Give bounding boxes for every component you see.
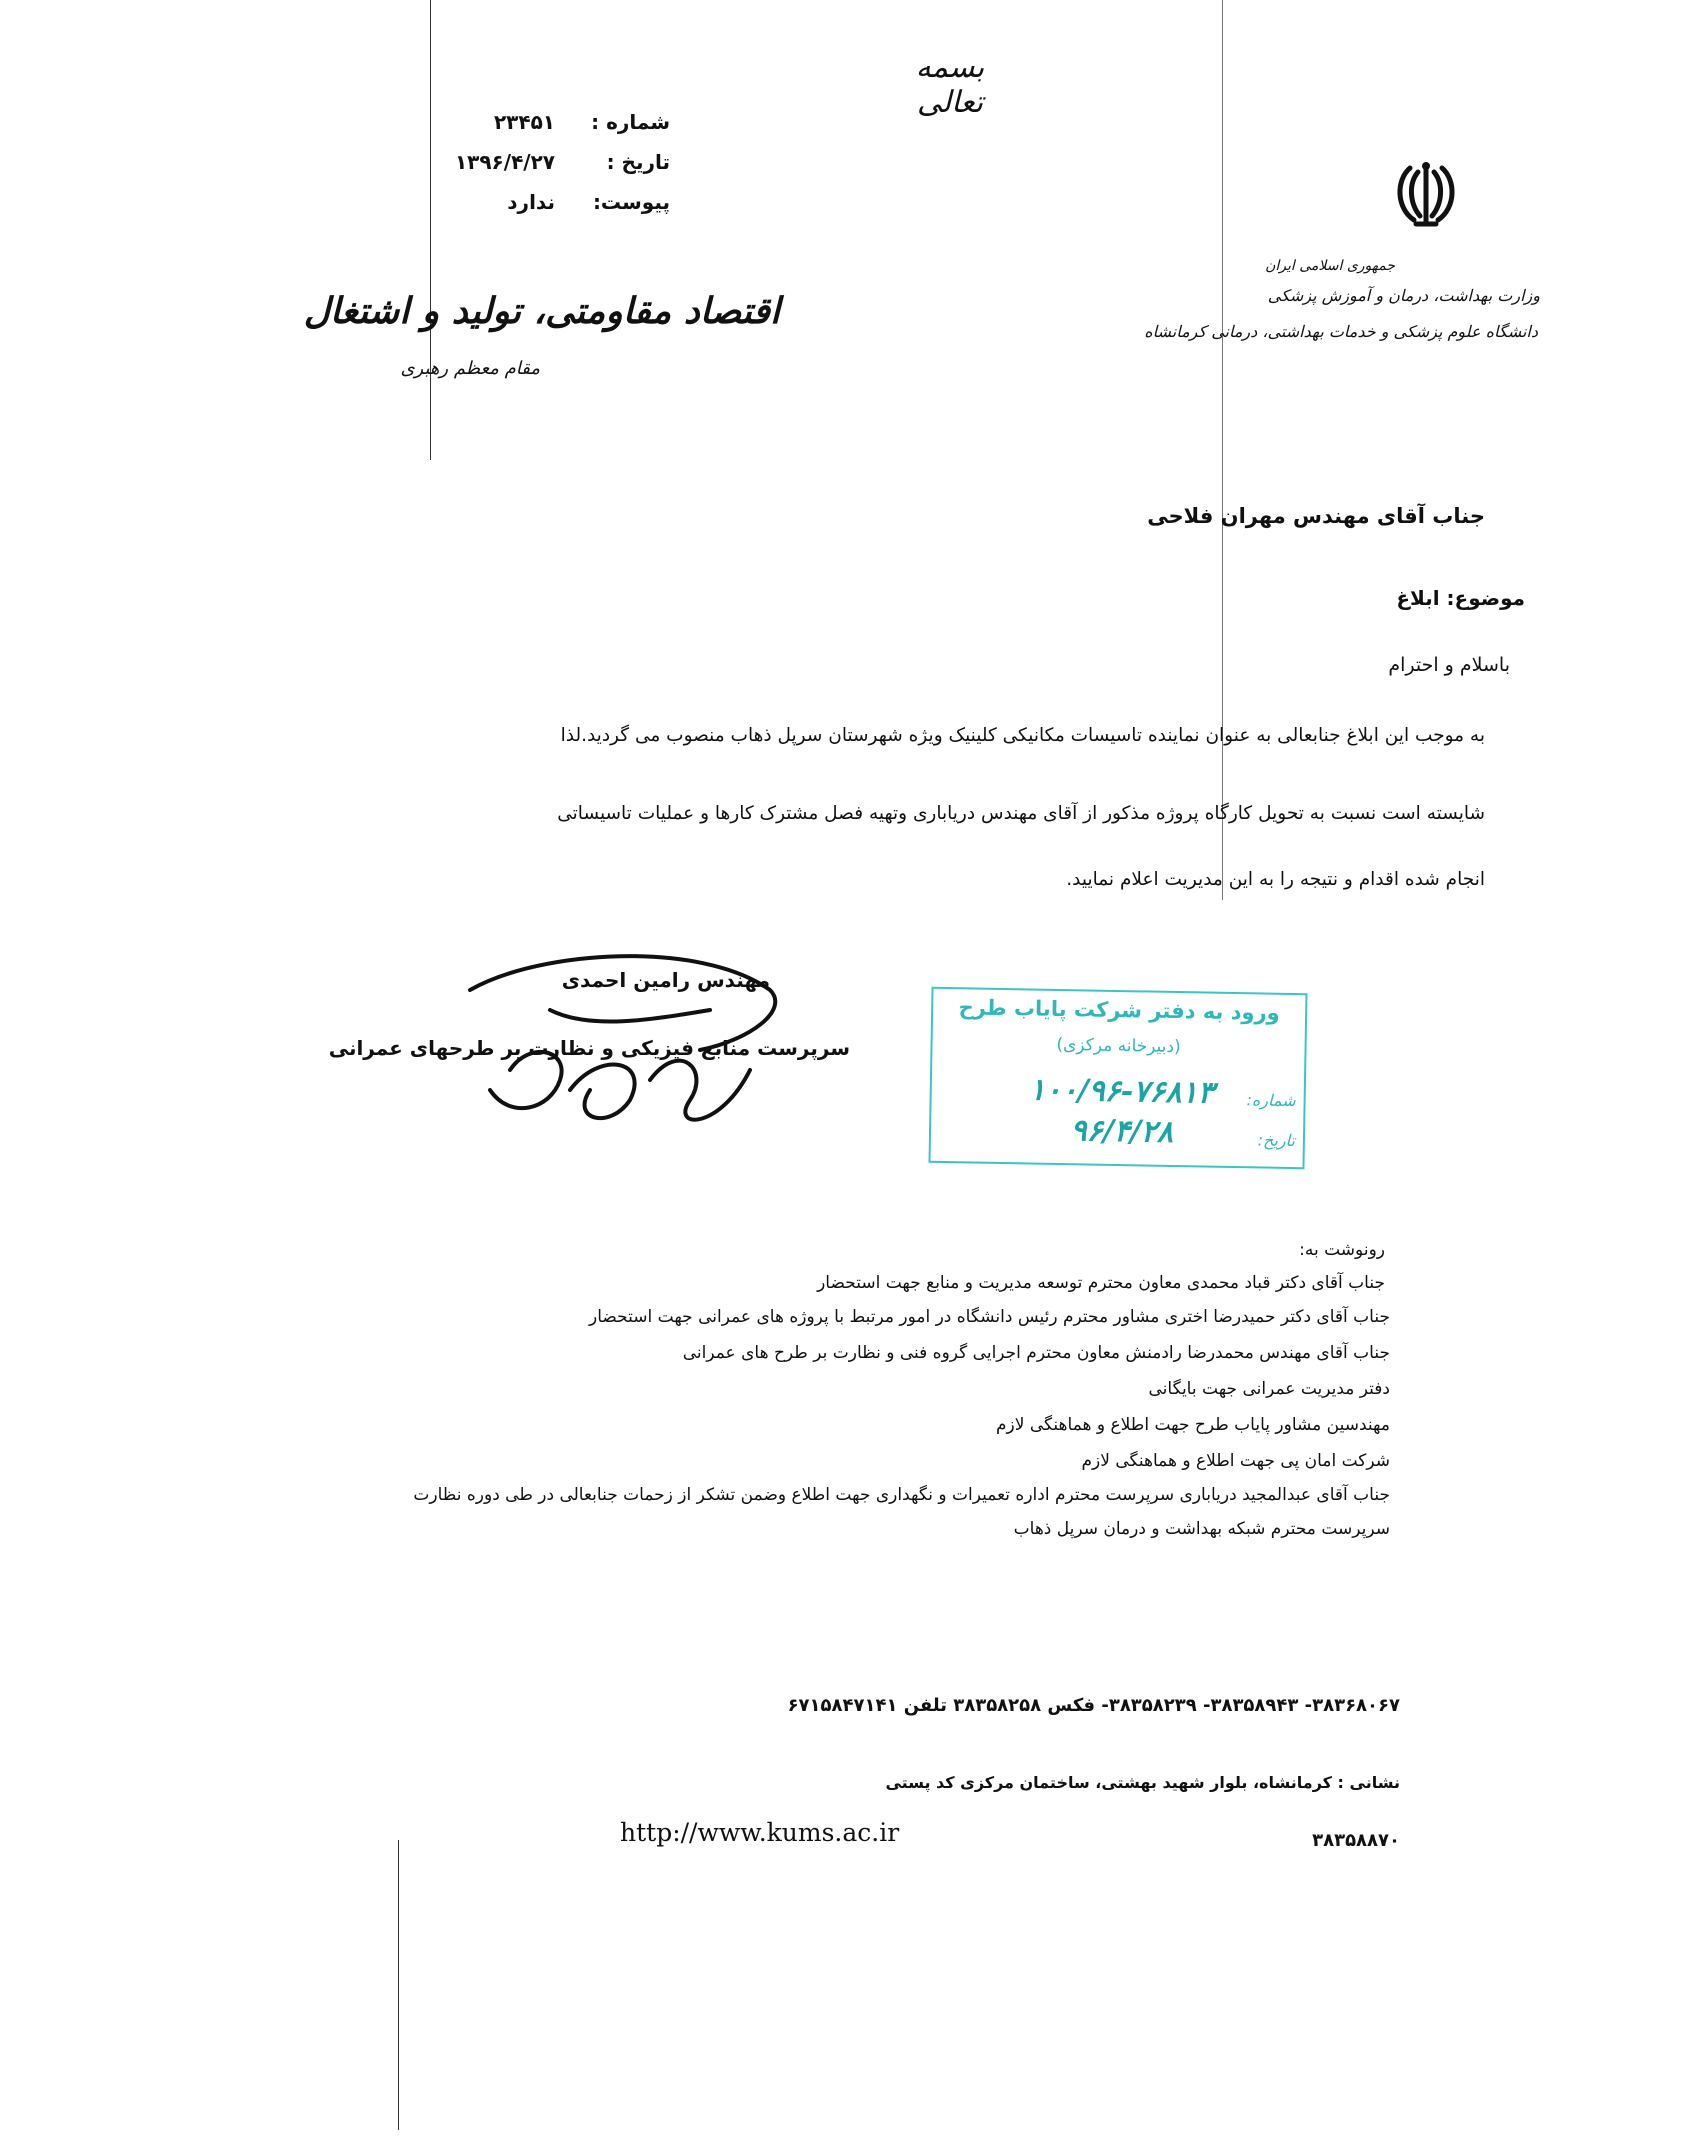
iran-emblem-icon xyxy=(1390,162,1462,230)
cc-item: شرکت امان پی جهت اطلاع و هماهنگی لازم xyxy=(1081,1451,1390,1471)
date-value: ۱۳۹۶/۴/۲۷ xyxy=(454,150,555,174)
date-label: تاریخ : xyxy=(606,150,670,174)
stamp-title: ورود به دفتر شرکت پایاب طرح xyxy=(958,995,1280,1025)
body-line: به موجب این ابلاغ جنابعالی به عنوان نماینده تاسیسات مکانیکی کلینیک ویژه شهرستان سرپل ذهاب منصوب می گردید.لذا xyxy=(560,725,1485,746)
org-ministry: وزارت بهداشت، درمان و آموزش پزشکی xyxy=(1267,286,1540,305)
signature-scribble-icon xyxy=(450,950,790,1140)
body-line: شایسته است نسبت به تحویل کارگاه پروژه مذکور از آقای مهندس دریاباری وتهیه فصل مشترک کارها و عملیات تاسیساتی xyxy=(557,803,1485,824)
signer-title: سرپرست منابع فیزیکی و نظارت بر طرحهای عمرانی xyxy=(328,1036,850,1060)
scan-line-left xyxy=(430,0,431,460)
stamp-number-label: شماره: xyxy=(1246,1090,1296,1111)
body-line: انجام شده اقدام و نتیجه را به این مدیریت اعلام نمایید. xyxy=(1066,869,1485,890)
org-university: دانشگاه علوم پزشکی و خدمات بهداشتی، درمانی کرمانشاه xyxy=(1144,322,1538,341)
attachment-value: ندارد xyxy=(507,190,555,214)
greeting: باسلام و احترام xyxy=(1388,654,1510,676)
cc-item: جناب آقای مهندس محمدرضا رادمنش معاون محترم اجرایی گروه فنی و نظارت بر طرح های عمرانی xyxy=(682,1343,1390,1363)
website-link[interactable]: http://www.kums.ac.ir xyxy=(620,1818,900,1847)
cc-item: جناب آقای دکتر حمیدرضا اختری مشاور محترم رئیس دانشگاه در امور مرتبط با پروژه های عمرانی جهت استحضار xyxy=(589,1307,1390,1327)
slogan-attribution: مقام معظم رهبری xyxy=(400,358,540,379)
cc-item: جناب آقای عبدالمجید دریاباری سرپرست محترم اداره تعمیرات و نگهداری جهت اطلاع وضمن تشکر از زحمات جنابعالی در طی دوره نظارت xyxy=(413,1485,1390,1505)
footer-fax-number: ۳۸۳۵۸۸۷۰ xyxy=(1312,1830,1400,1851)
stamp-date-label: تاریخ: xyxy=(1257,1130,1296,1151)
cc-title: رونوشت به: xyxy=(1299,1240,1385,1260)
slogan: اقتصاد مقاومتی، تولید و اشتغال xyxy=(303,290,780,332)
subject: موضوع: ابلاغ xyxy=(1396,586,1525,610)
cc-item: جناب آقای دکتر قباد محمدی معاون محترم توسعه مدیریت و منابع جهت استحضار xyxy=(817,1273,1385,1293)
footer-phones: ۳۸۳۶۸۰۶۷- ۳۸۳۵۸۹۴۳- ۳۸۳۵۸۲۳۹- فکس ۳۸۳۵۸۲۵۸ تلفن ۶۷۱۵۸۴۷۱۴۱ xyxy=(787,1695,1400,1716)
attachment-label: پیوست: xyxy=(592,190,670,214)
scan-line-right xyxy=(1222,0,1223,900)
cc-item: سرپرست محترم شبکه بهداشت و درمان سرپل ذهاب xyxy=(1013,1519,1390,1539)
cc-item: مهندسین مشاور پایاب طرح جهت اطلاع و هماهنگی لازم xyxy=(996,1415,1390,1435)
cc-item: دفتر مدیریت عمرانی جهت بایگانی xyxy=(1148,1379,1390,1399)
signer-name: مهندس رامین احمدی xyxy=(561,968,770,992)
receipt-stamp xyxy=(928,987,1307,1170)
scan-line-bottom xyxy=(398,1840,399,2130)
basmala: بسمه تعالی xyxy=(915,50,985,120)
number-value: ۲۳۴۵۱ xyxy=(493,110,555,134)
stamp-subtitle: (دبیرخانه مرکزی) xyxy=(1056,1034,1181,1058)
org-country: جمهوری اسلامی ایران xyxy=(1265,258,1395,274)
stamp-date-value: ۹۶/۴/۲۸ xyxy=(1070,1113,1174,1150)
number-label: شماره : xyxy=(591,110,670,134)
stamp-number-value: ۱۰۰/۹۶-۷۶۸۱۳ xyxy=(1028,1072,1215,1111)
recipient: جناب آقای مهندس مهران فلاحی xyxy=(1147,504,1485,528)
footer-address: نشانی : کرمانشاه، بلوار شهید بهشتی، ساختمان مرکزی کد پستی xyxy=(885,1773,1400,1792)
